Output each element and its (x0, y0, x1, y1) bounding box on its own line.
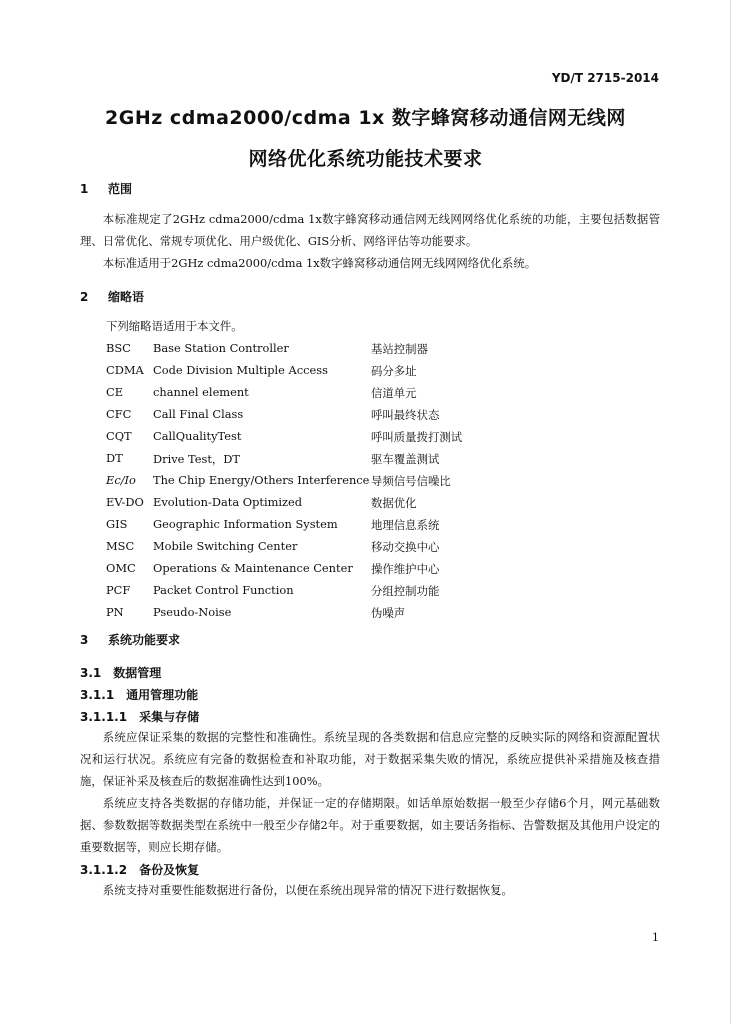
section-title: 采集与存储 (139, 710, 200, 724)
section-title: 缩略语 (108, 290, 145, 304)
chinese-term: 呼叫最终状态 (371, 408, 440, 422)
abbreviation-row (106, 517, 626, 537)
english-term: Evolution-Data Optimized (153, 495, 303, 509)
abbreviation: OMC (106, 561, 136, 575)
section-number: 3 (80, 633, 89, 647)
abbreviation-row (106, 451, 626, 471)
section-number: 3.1.1.2 (80, 863, 128, 877)
abbreviation-row (106, 385, 626, 405)
abbreviation: CQT (106, 429, 132, 443)
standard-code: YD/T 2715-2014 (551, 71, 659, 85)
abbreviation: CDMA (106, 363, 144, 377)
abbreviation-row (106, 363, 626, 383)
chinese-term: 码分多址 (371, 364, 417, 378)
english-term: Base Station Controller (153, 341, 289, 355)
chinese-term: 移动交换中心 (371, 540, 440, 554)
chinese-term: 呼叫质量拨打测试 (371, 430, 463, 444)
abbreviation-intro: 下列缩略语适用于本文件。 (106, 319, 243, 333)
abbreviation: Ec/Io (106, 473, 136, 487)
storage-paragraph-1: 系统应保证采集的数据的完整性和准确性。系统呈现的各类数据和信息应完整的反映实际的网络和资源配置状况和运行状况。系统应有完备的数据检查和补取功能，对于数据采集失败的情况，系统应提供补采措施及核查措施，保证补采及核查后的数据准确性达到100%。 (80, 730, 660, 788)
abbreviation-row (106, 473, 626, 493)
section-title: 通用管理功能 (126, 688, 199, 702)
section-3-1-1-2-heading (80, 861, 199, 878)
english-term: channel element (153, 385, 249, 399)
abbreviation-row (106, 429, 626, 449)
storage-paragraph-2: 系统应支持各类数据的存储功能，并保证一定的存储期限。如话单原始数据一般至少存储6个月，网元基础数据、参数数据等数据类型在系统中一般至少存储2年。对于重要数据，如主要话务指标、告警数据及其他用户设定的重要数据等，则应长期存储。 (80, 796, 660, 854)
english-term: Operations & Maintenance Center (153, 561, 353, 575)
title-line-1: 2GHz cdma2000/cdma 1x 数字蜂窝移动通信网无线网 (105, 107, 626, 129)
section-3-1-heading (80, 664, 161, 681)
abbreviation: GIS (106, 517, 128, 531)
abbreviation-row (106, 407, 626, 427)
chinese-term: 分组控制功能 (371, 584, 440, 598)
section-2-heading (80, 288, 144, 305)
backup-paragraph: 系统支持对重要性能数据进行备份，以便在系统出现异常的情况下进行数据恢复。 (102, 883, 513, 897)
section-number: 2 (80, 290, 89, 304)
section-3-1-1-heading (80, 686, 198, 703)
abbreviation-row (106, 539, 626, 559)
title-line-2: 网络优化系统功能技术要求 (248, 148, 483, 170)
chinese-term: 伪噪声 (371, 606, 406, 620)
section-number: 3.1 (80, 666, 102, 680)
abbreviation-row (106, 605, 626, 625)
chinese-term: 数据优化 (371, 496, 417, 510)
chinese-term: 操作维护中心 (371, 562, 440, 576)
english-term: Pseudo-Noise (153, 605, 232, 619)
abbreviation-row (106, 561, 626, 581)
abbreviation: DT (106, 451, 123, 465)
section-title: 范围 (108, 182, 133, 196)
section-number: 1 (80, 182, 89, 196)
abbreviation: BSC (106, 341, 131, 355)
english-term: Call Final Class (153, 407, 244, 421)
abbreviation-row (106, 583, 626, 603)
abbreviation-row (106, 341, 626, 361)
english-term: Code Division Multiple Access (153, 363, 328, 377)
scope-paragraph-1: 本标准规定了2GHz cdma2000/cdma 1x数字蜂窝移动通信网无线网网络优化系统的功能，主要包括数据管理、日常优化、常规专项优化、用户级优化、GIS分析、网络评估等功能要求。 (80, 212, 660, 248)
english-term: Geographic Information System (153, 517, 338, 531)
section-title: 备份及恢复 (139, 863, 200, 877)
chinese-term: 驱车覆盖测试 (371, 452, 440, 466)
abbreviation: PCF (106, 583, 131, 597)
chinese-term: 信道单元 (371, 386, 417, 400)
english-term: Packet Control Function (153, 583, 294, 597)
section-number: 3.1.1 (80, 688, 115, 702)
section-title: 数据管理 (113, 666, 162, 680)
english-term: The Chip Energy/Others Interference (153, 473, 370, 487)
section-3-heading (80, 631, 180, 648)
section-3-1-1-1-heading (80, 708, 199, 725)
page-number: 1 (652, 931, 659, 944)
section-1-heading (80, 180, 132, 197)
english-term: Mobile Switching Center (153, 539, 298, 553)
scope-paragraph-2: 本标准适用于2GHz cdma2000/cdma 1x数字蜂窝移动通信网无线网网络优化系统。 (102, 256, 537, 270)
section-title: 系统功能要求 (108, 633, 181, 647)
chinese-term: 地理信息系统 (371, 518, 440, 532)
abbreviation: PN (106, 605, 124, 619)
abbreviation: CFC (106, 407, 132, 421)
section-number: 3.1.1.1 (80, 710, 128, 724)
abbreviation-row (106, 495, 626, 515)
chinese-term: 基站控制器 (371, 342, 428, 356)
chinese-term: 导频信号信噪比 (371, 474, 451, 488)
english-term: CallQualityTest (153, 429, 242, 443)
abbreviation: MSC (106, 539, 135, 553)
abbreviation: EV-DO (106, 495, 144, 509)
abbreviation: CE (106, 385, 124, 399)
english-term: Drive Test，DT (153, 452, 241, 466)
